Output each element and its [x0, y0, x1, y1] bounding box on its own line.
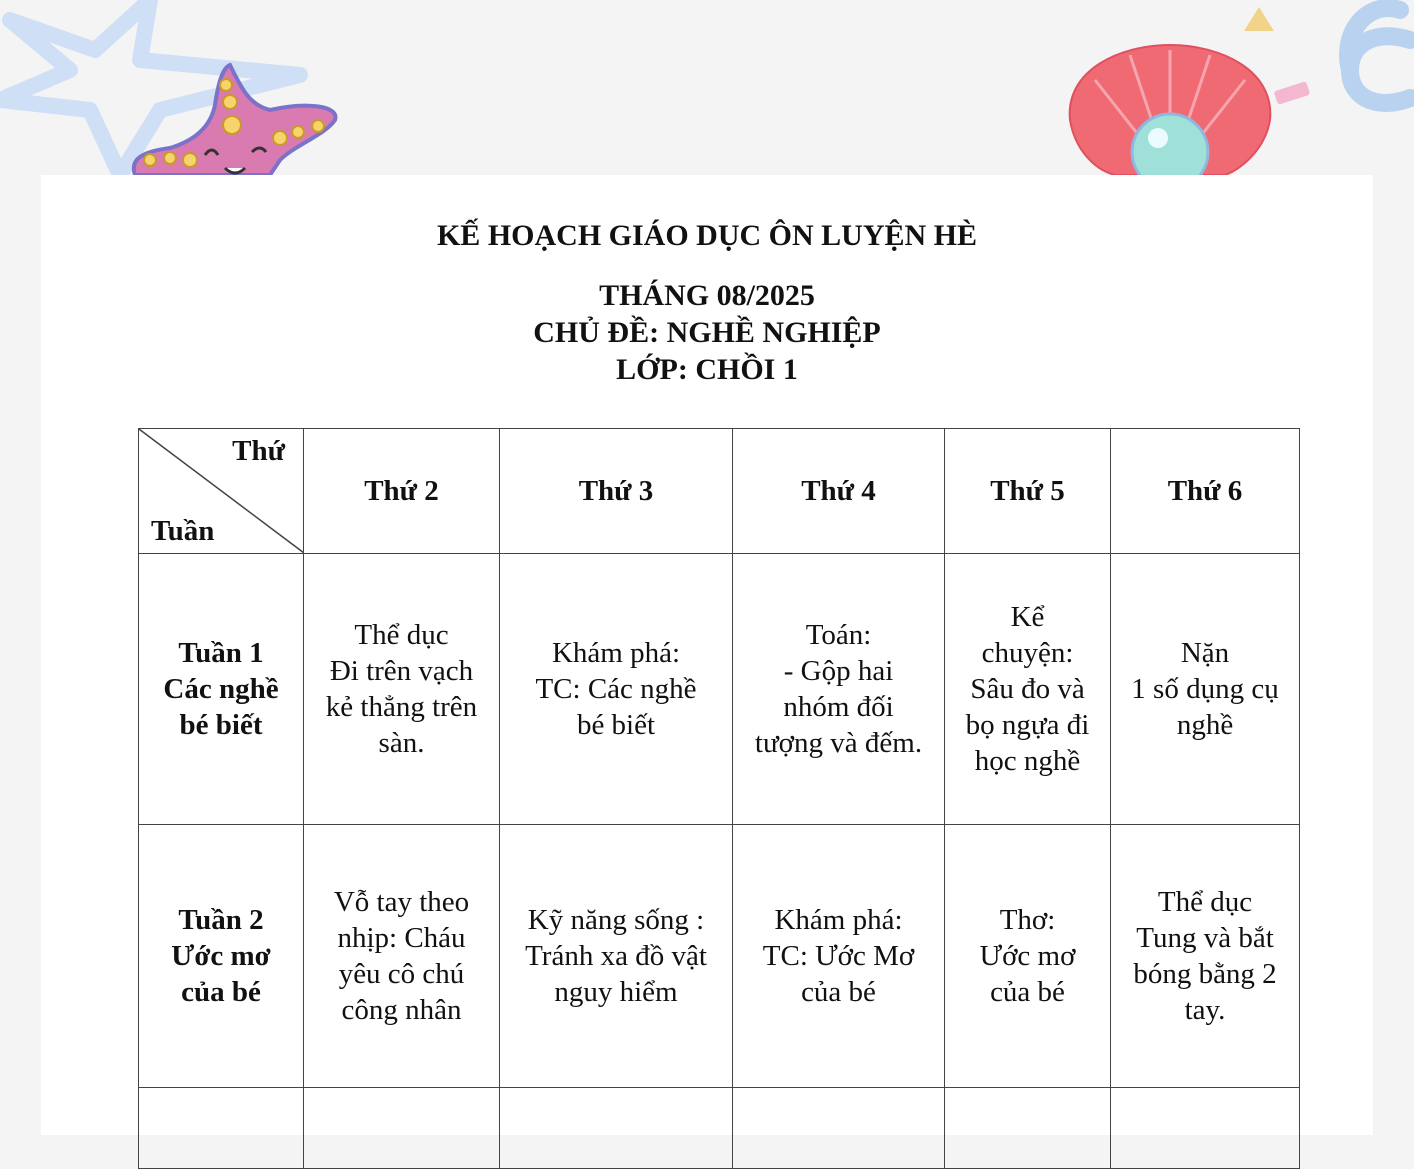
week-2-thu-cell	[945, 825, 1111, 1088]
cell-line: nghề	[1176, 709, 1234, 741]
cell-line: - Gộp hai	[783, 655, 894, 687]
cell-line: 1 số dụng cụ	[1131, 673, 1279, 705]
cell-line: nguy hiểm	[554, 976, 678, 1008]
cell-line: nhịp: Cháu	[337, 922, 466, 954]
week-1-tue-cell	[500, 554, 733, 825]
cell-line: của bé	[801, 976, 876, 1008]
yellow-triangle-icon	[1242, 5, 1276, 33]
cell-line: bóng bằng 2	[1133, 958, 1277, 990]
table-row-week-2	[139, 825, 1300, 1088]
cell-line: chuyện:	[981, 637, 1074, 669]
week-1-theme-line: Các nghề	[163, 673, 279, 705]
cell-line: của bé	[990, 976, 1065, 1008]
cell-line: Vỗ tay theo	[333, 886, 470, 918]
pink-dash-icon	[1272, 78, 1314, 108]
week-2-wed-cell	[733, 825, 945, 1088]
week-1-fri-cell	[1111, 554, 1300, 825]
table-cell	[139, 1088, 304, 1169]
blue-swirl-icon	[1320, 0, 1414, 130]
week-1-theme-line: bé biết	[179, 709, 263, 741]
pearl-shell-icon	[1060, 40, 1280, 175]
cell-line: yêu cô chú	[338, 958, 465, 990]
cell-line: TC: Các nghề	[535, 673, 697, 705]
cell-line: tượng và đếm.	[754, 727, 923, 759]
table-row-week-1	[139, 554, 1300, 825]
header-day-thu: Thứ 5	[945, 429, 1111, 554]
cell-line: Kể	[1010, 601, 1045, 633]
week-2-fri-cell	[1111, 825, 1300, 1088]
cell-line: Thể dục	[1157, 886, 1253, 918]
cell-line: Sâu đo và	[970, 673, 1085, 705]
subtitle-class: LỚP: CHỒI 1	[616, 353, 798, 386]
table-header-row	[139, 429, 1300, 554]
week-1-label	[139, 554, 304, 825]
header-day-wed: Thứ 4	[733, 429, 945, 554]
document-subtitle	[41, 277, 1373, 388]
week-2-tue-cell	[500, 825, 733, 1088]
document-page	[41, 175, 1373, 1135]
cell-line: TC: Ước Mơ	[762, 940, 915, 972]
cell-line: Ước mơ	[979, 940, 1076, 972]
header-day-tue: Thứ 3	[500, 429, 733, 554]
week-2-theme-line: Ước mơ	[171, 940, 271, 972]
table-cell	[500, 1088, 733, 1169]
week-2-mon-cell	[304, 825, 500, 1088]
table-cell	[945, 1088, 1111, 1169]
week-1-number: Tuần 1	[178, 637, 264, 669]
cell-line: Toán:	[805, 619, 872, 651]
table-cell	[304, 1088, 500, 1169]
cell-line: kẻ thẳng trên	[325, 691, 478, 723]
subtitle-theme: CHỦ ĐỀ: NGHỀ NGHIỆP	[533, 316, 881, 349]
subtitle-month: THÁNG 08/2025	[599, 279, 815, 312]
cell-line: công nhân	[341, 994, 462, 1026]
table-row-week-3-partial	[139, 1088, 1300, 1169]
header-day-fri: Thứ 6	[1111, 429, 1300, 554]
cell-line: sàn.	[378, 727, 425, 759]
week-1-wed-cell	[733, 554, 945, 825]
cell-line: Khám phá:	[551, 637, 681, 669]
week-2-theme-line: của bé	[181, 976, 261, 1008]
corner-day-label: Thứ	[232, 435, 285, 467]
week-2-number: Tuần 2	[178, 904, 264, 936]
cell-line: Tung và bắt	[1136, 922, 1274, 954]
header-day-mon: Thứ 2	[304, 429, 500, 554]
week-2-label	[139, 825, 304, 1088]
table-cell	[733, 1088, 945, 1169]
cell-line: Thơ:	[999, 904, 1056, 936]
cell-line: học nghề	[974, 745, 1081, 777]
cell-line: bọ ngựa đi	[965, 709, 1090, 741]
cell-line: Tránh xa đồ vật	[525, 940, 707, 972]
cell-line: nhóm đối	[783, 691, 894, 723]
cell-line: Nặn	[1180, 637, 1230, 669]
cell-line: Kỹ năng sống :	[527, 904, 705, 936]
table-cell	[1111, 1088, 1300, 1169]
week-1-mon-cell	[304, 554, 500, 825]
weekly-plan-table	[138, 428, 1300, 1169]
corner-cell	[139, 429, 304, 554]
cell-line: Đi trên vạch	[329, 655, 474, 687]
week-1-thu-cell	[945, 554, 1111, 825]
corner-week-label: Tuần	[151, 515, 215, 547]
document-title: KẾ HOẠCH GIÁO DỤC ÔN LUYỆN HÈ	[436, 219, 978, 252]
starfish-icon	[130, 60, 345, 175]
cell-line: bé biết	[576, 709, 656, 741]
cell-line: Khám phá:	[774, 904, 903, 936]
cell-line: tay.	[1184, 994, 1226, 1026]
cell-line: Thể dục	[354, 619, 449, 651]
